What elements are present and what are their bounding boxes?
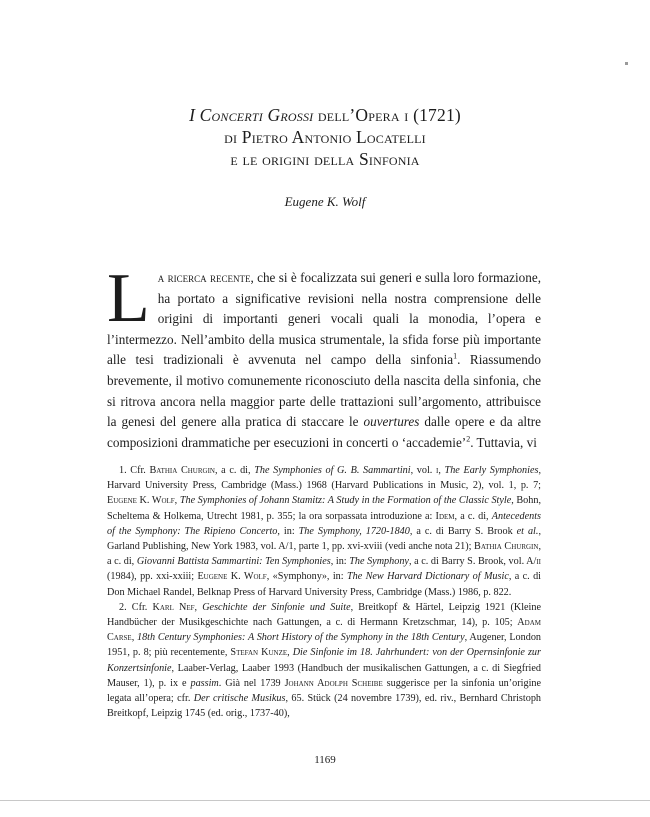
- title-italic: I Concerti Grossi: [189, 105, 314, 125]
- body-text-part-1: , che si è focalizzata sui generi e sulla loro formazione, ha portato a significative revisioni nella nostra comprensione delle origini di importanti generi vocali quali la monodia, l’opera e l’intermezzo. Nell’ambito della musica strumentale, la sfida forse più importante alle tesi tradizionali è avvenuta nel campo della sinfonia: [107, 270, 541, 368]
- drop-cap: L: [107, 260, 150, 337]
- footnote-1-segment: The Early Symphonies: [444, 465, 539, 476]
- footnote-ref-2: 2: [466, 434, 471, 444]
- footnote-2-segment: , Breitkopf & Härtel, Leipzig 1921 (Kleine Handbücher der Musikgeschichte nach Gattungen, a c. di Hermann Kretzschmar, 14), p. 105;: [107, 601, 541, 629]
- footnote-2-segment: ,: [131, 632, 137, 644]
- footnote-1-segment: , a c. di Don Michael Randel, Belknap Press of Harvard University Press, Cambridge (Mass.) 1986, p. 822.: [107, 571, 541, 598]
- footnote-2-segment: Der critische Musikus: [193, 693, 286, 705]
- footnote-2-segment: Adam Carse: [107, 617, 541, 644]
- body-text-part-2: . Riassumendo brevemente, il motivo comunemente riconosciuto della nascita della sinfonia, che si ritrova ancora nella maggior parte delle trattazioni sull’argomento, attribuisce la genesi del genere alla pratica di staccare le: [107, 352, 541, 430]
- footnote-1-segment: ,: [438, 465, 445, 476]
- footnote-1-segment: Idem: [435, 510, 455, 522]
- footnote-1-segment: , a c. di Barry S. Brook: [409, 525, 517, 537]
- footnote-2-segment: , Laaber-Verlag, Laaber 1993 (Handbuch der musikalischen Gattungen, a c. di Siegfried Mauser, 1), p. ix e: [107, 662, 541, 689]
- footnote-1-segment: Bathia Churgin: [149, 465, 215, 476]
- footnote-1-segment: (1984), pp. xxi-xxiii;: [107, 571, 198, 583]
- footnote-1-segment: Bathia Churgin: [474, 541, 539, 553]
- title-line-1: [100, 104, 550, 126]
- footnote-2-segment: Karl Nef: [152, 601, 195, 613]
- footnote-2-segment: 18th Century Symphonies: A Short History of the Symphony in the 18th Century: [136, 632, 465, 644]
- page-number: 1169: [314, 754, 336, 766]
- footnote-1-segment: Antecedents of the Symphony: The Ripieno Concerto: [107, 510, 541, 537]
- footnote-1-segment: , a c. di Barry S. Brook, vol. A/: [408, 556, 537, 568]
- footnote-1-segment: i: [436, 465, 439, 476]
- footnote-1-segment: , a c. di,: [454, 510, 492, 522]
- footnote-ref-1: 1: [453, 351, 458, 361]
- title-line-2: di Pietro Antonio Locatelli: [224, 127, 426, 147]
- footnote-1-segment: et al.: [516, 525, 539, 537]
- article-title: [100, 104, 550, 170]
- footnote-1-segment: The Symphonies of Johann Stamitz: A Study in the Formation of the Classic Style: [179, 495, 512, 507]
- footnote-2-segment: . Già nel 1739: [218, 677, 285, 689]
- footnote-2: [107, 600, 541, 722]
- footnote-2-segment: 2. Cfr.: [119, 601, 153, 613]
- footnote-1-segment: , Harvard University Press, Cambridge (Mass.) 1968 (Harvard Publications in Music, 2), vol. 1, p. 7;: [107, 465, 541, 492]
- footnote-1-segment: ,: [174, 495, 180, 507]
- scan-edge-line: [0, 800, 650, 801]
- footnote-2-segment: Die Sinfonie im 18. Jahrhundert: von der Opernsinfonie zur Konzertsinfonie: [107, 647, 541, 674]
- footnote-1-segment: The New Harvard Dictionary of Music: [346, 571, 509, 583]
- lead-in-smallcaps: a ricerca recente: [157, 270, 251, 285]
- footnote-1-segment: 1. Cfr.: [119, 465, 150, 476]
- footnote-1-segment: , vol.: [410, 465, 436, 476]
- footnote-1: [107, 463, 541, 600]
- footnote-1-segment: , in:: [330, 556, 350, 568]
- footnote-1-segment: , a c. di,: [107, 541, 541, 568]
- footnote-1-segment: Eugene K. Wolf: [107, 495, 175, 507]
- body-text-part-4: . Tuttavia, vi: [470, 434, 537, 450]
- ouvertures-term: ouvertures: [363, 414, 420, 430]
- footnote-2-segment: Geschichte der Sinfonie und Suite: [202, 601, 351, 613]
- footnote-2-segment: Stefan Kunze: [230, 647, 288, 659]
- footnote-1-segment: , in:: [277, 525, 299, 537]
- footnote-1-segment: , «Symphony», in:: [266, 571, 347, 583]
- footnote-2-segment: passim: [190, 677, 219, 689]
- title-line-3: e le origini della Sinfonia: [230, 149, 420, 169]
- footnote-2-segment: Johann Adolph Scheibe: [284, 677, 383, 689]
- footnote-2-segment: ,: [194, 601, 203, 613]
- footnote-1-segment: , Bohn, Scheltema & Holkema, Utrecht 1981, p. 355; la ora sorpassata introduzione a:: [107, 495, 542, 522]
- footnote-2-segment: ,: [287, 647, 293, 659]
- footnote-1-segment: The Symphony, 1720-1840: [298, 525, 410, 537]
- body-text-part-3: dalle opere e da altre composizioni drammatiche per esecuzioni in concerti o ‘accademie’: [107, 414, 542, 450]
- footnote-1-segment: Eugene K. Wolf: [197, 571, 267, 583]
- footnote-2-segment: , 65. Stück (24 novembre 1739), ed. riv., Bernhard Christoph Breitkopf, Leipzig 1745 (ed. orig., 1737-40),: [107, 693, 542, 720]
- body-paragraph: [107, 260, 542, 453]
- title-line-1-rest: dell’Opera i (1721): [313, 105, 461, 125]
- footnote-1-segment: ii: [536, 556, 542, 568]
- footnote-1-segment: The Symphonies of G. B. Sammartini: [254, 465, 411, 476]
- footnote-2-segment: , Augener, London 1951, p. 8; più recentemente,: [107, 632, 542, 659]
- footnotes: [107, 463, 541, 721]
- footnote-1-segment: , Garland Publishing, New York 1983, vol. A/1, parte 1, pp. xvi-xviii (vedi anche nota 21);: [107, 525, 541, 553]
- footnote-1-segment: The Symphony: [349, 556, 409, 568]
- author-name: Eugene K. Wolf: [284, 194, 366, 209]
- footnote-1-segment: , a c. di,: [214, 465, 255, 476]
- footnote-2-segment: suggerisce per la sinfonia un’origine legata all’opera; cfr.: [107, 677, 542, 705]
- footnote-1-segment: Giovanni Battista Sammartini: Ten Symphonies: [136, 556, 331, 568]
- scan-speck: [625, 62, 628, 65]
